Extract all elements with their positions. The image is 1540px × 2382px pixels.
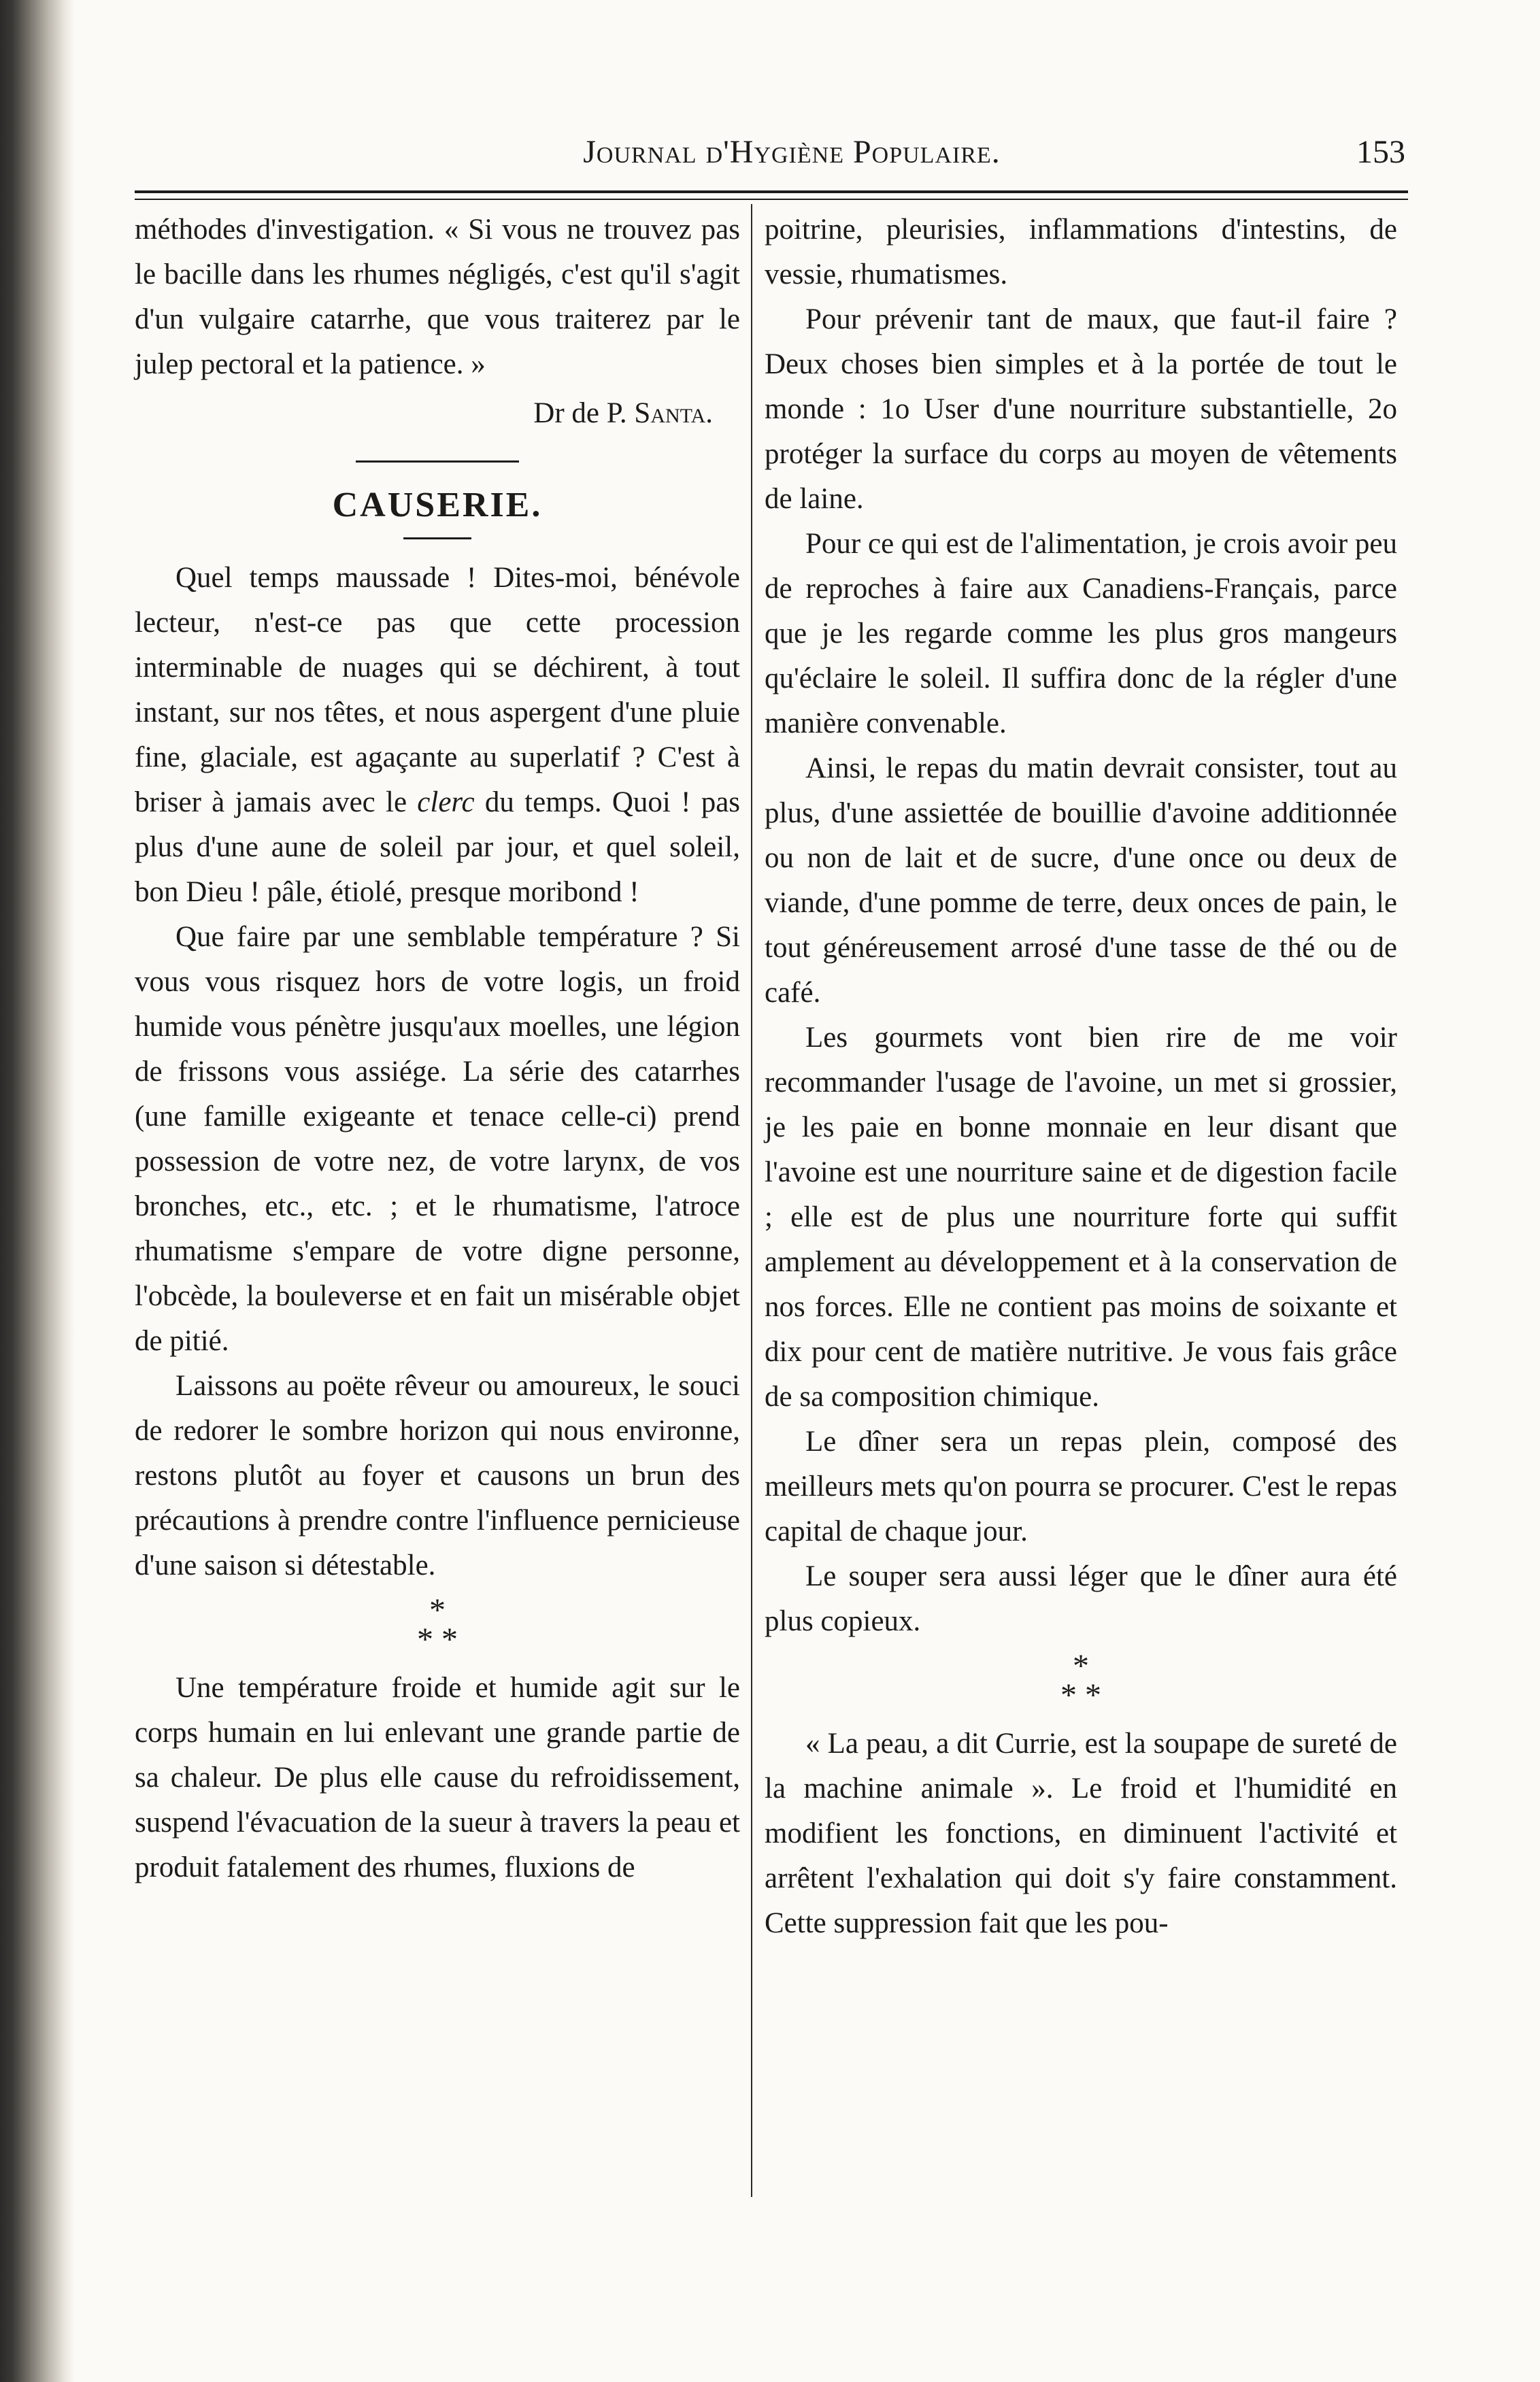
left-column xyxy=(135,207,740,1890)
asterism-top: * xyxy=(1073,1648,1089,1684)
signature xyxy=(135,391,740,436)
section-divider xyxy=(356,460,519,463)
italic-word: clerc xyxy=(417,786,475,818)
paragraph: « La peau, a dit Currie, est la soupape de sureté de la machine animale ». Le froid et l'humidité en modifient les fonctions, en diminuent l'activité et arrêtent l'exhalation qui doit s'y faire constamment. Cette suppression fait que les pou- xyxy=(765,1728,1397,1939)
paragraph: Une température froide et humide agit sur le corps humain en lui enlevant une grande partie de sa chaleur. De plus elle cause du refroidissement, suspend l'évacuation de la sueur à travers la peau et produit fatalement des rhumes, fluxions de xyxy=(135,1672,740,1883)
running-title: Journal d'Hygiène Populaire. xyxy=(583,134,1001,170)
paragraph: Laissons au poëte rêveur ou amoureux, le souci de redorer le sombre horizon qui nous environne, restons plutôt au foyer et causons un brun des précautions à prendre contre l'influence pernicieuse d'une saison si détestable. xyxy=(135,1370,740,1581)
signature-prefix: Dr de P. xyxy=(533,397,627,429)
page-header xyxy=(178,133,1405,188)
paragraph xyxy=(135,556,740,915)
asterism-bottom: * * xyxy=(1060,1677,1101,1713)
paragraph: Le souper sera aussi léger que le dîner aura été plus copieux. xyxy=(765,1560,1397,1637)
title-underline xyxy=(403,537,471,539)
paragraph: poitrine, pleurisies, inflammations d'intestins, de vessie, rhumatismes. xyxy=(765,214,1397,290)
header-rule-thin xyxy=(135,199,1408,200)
column-divider xyxy=(751,204,752,2197)
page-binding-edge xyxy=(0,0,75,2382)
asterism-bottom: * * xyxy=(417,1622,458,1658)
paragraph: Ainsi, le repas du matin devrait consister, tout au plus, d'une assiettée de bouillie d'avoine additionnée ou non de lait et de sucre, d'une once ou deux de viande, d'une pomme de terre, deux onces de pain, le tout généreusement arrosé d'une tasse de thé ou de café. xyxy=(765,752,1397,1009)
asterism-top: * xyxy=(429,1592,446,1628)
paragraph: Les gourmets vont bien rire de me voir recommander l'usage de l'avoine, un met si grossier, je les paie en bonne monnaie en leur disant que l'avoine est une nourriture saine et de digestion facile ; elle est de plus une nourriture forte qui suffit amplement au développement et à la conservation de nos forces. Elle ne contient pas moins de soixante et dix pour cent de matière nutritive. Je vous fais grâce de sa composition chimique. xyxy=(765,1022,1397,1413)
right-column xyxy=(765,207,1397,1946)
header-rule xyxy=(135,190,1408,193)
page-number: 153 xyxy=(1356,134,1405,170)
asterism xyxy=(135,1592,740,1659)
paragraph: Que faire par une semblable température ? Si vous vous risquez hors de votre logis, un froid humide vous pénètre jusqu'aux moelles, une légion de frissons vous assiége. La série des catarrhes (une famille exigeante et tenace celle-ci) prend possession de votre nez, de votre larynx, de vos bronches, etc., etc. ; et le rhumatisme, l'atroce rhumatisme s'empare de votre digne personne, l'obcède, la bouleverse et en fait un misérable objet de pitié. xyxy=(135,921,740,1357)
signature-name: Santa. xyxy=(634,397,713,429)
paragraph: Pour ce qui est de l'alimentation, je crois avoir peu de reproches à faire aux Canadiens-Français, parce que je les regarde comme les plus gros mangeurs qu'éclaire le soleil. Il suffira donc de la régler d'une manière convenable. xyxy=(765,528,1397,739)
paragraph: méthodes d'investigation. « Si vous ne trouvez pas le bacille dans les rhumes négligés, c'est qu'il s'agit d'un vulgaire catarrhe, que vous traiterez par le julep pectoral et la patience. » xyxy=(135,214,740,380)
paragraph: Le dîner sera un repas plein, composé des meilleurs mets qu'on pourra se procurer. C'est le repas capital de chaque jour. xyxy=(765,1426,1397,1547)
paragraph-text: Quel temps maussade ! Dites-moi, bénévole lecteur, n'est-ce pas que cette procession interminable de nuages qui se déchirent, à tout instant, sur nos têtes, et nous aspergent d'une pluie fine, glaciale, est agaçante au superlatif ? C'est à briser à jamais avec le xyxy=(135,562,740,818)
paragraph-text: du temps. Quoi ! pas plus d'une aune de soleil par jour, et quel soleil, bon Dieu ! pâle, étiolé, presque moribond ! xyxy=(135,786,741,908)
asterism xyxy=(765,1648,1397,1715)
section-title: CAUSERIE. xyxy=(332,486,543,524)
paragraph: Pour prévenir tant de maux, que faut-il faire ? Deux choses bien simples et à la portée de tout le monde : 1o User d'une nourriture substantielle, 2o protéger la surface du corps au moyen de vêtements de laine. xyxy=(765,303,1397,515)
